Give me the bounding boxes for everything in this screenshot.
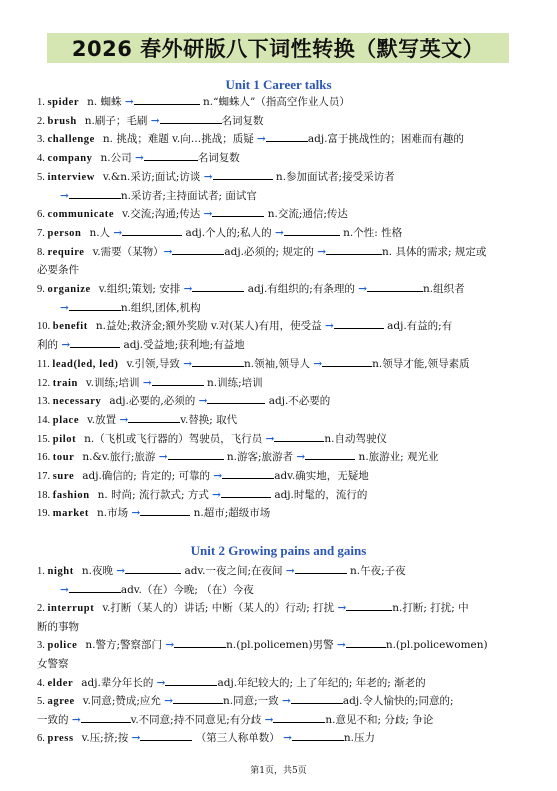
title-banner [47,33,509,63]
arrow-icon: → [60,189,69,202]
answer-blank[interactable] [212,205,264,217]
headword: train [52,377,78,389]
headword: police [47,640,78,652]
arrow-icon: → [296,451,306,464]
definition-text: v.引领,导致 [126,357,184,370]
definition-text: n.组织者 [423,283,465,295]
vocab-entry [37,224,527,243]
answer-blank[interactable] [140,729,192,741]
entry-number: 16. [37,452,53,464]
entry-number: 17. [37,471,53,482]
entry-number: 15. [37,433,53,445]
entry-number: 14. [37,414,53,426]
definition-text: adj.确信的; 肯定的; 可靠的 [82,470,214,482]
arrow-icon: → [358,283,367,295]
answer-blank[interactable] [69,299,121,311]
answer-blank[interactable] [173,692,223,704]
headword: sure [52,471,75,482]
definition-text: n.采访者;主持面试者; 面试官 [120,189,257,202]
answer-blank[interactable] [160,112,222,124]
answer-blank[interactable] [69,187,121,199]
answer-blank[interactable] [207,392,265,404]
definition-text: n.自动驾驶仪 [324,432,388,445]
arrow-icon: → [265,432,275,445]
definition-text: n.压力 [343,732,376,745]
entry-continuation [37,261,527,279]
answer-blank[interactable] [291,692,343,704]
definition-text: v.组织;策划; 安排 [98,283,184,295]
arrow-icon: → [135,152,144,165]
arrow-icon: → [283,732,292,745]
definition-text: n.参加面试者;接受采访者 [272,170,395,183]
definition-text: v.同意;赞成;应允 [82,695,165,708]
answer-blank[interactable] [125,562,181,574]
answer-blank[interactable] [81,711,131,723]
answer-blank[interactable] [346,636,386,648]
answer-blank[interactable] [192,355,244,367]
headword: company [47,153,93,165]
entry-continuation [37,336,527,354]
vocab-entry [37,317,527,336]
entry-continuation [60,299,550,317]
headword: pilot [52,433,77,445]
definition-text: n.公司 [100,152,135,165]
answer-blank[interactable] [273,711,325,723]
definition-text: n. 时尚; 流行款式; 方式 [97,488,213,501]
answer-blank[interactable] [274,430,324,442]
definition-text: adj.有组织的;有条理的 [244,283,359,295]
entry-continuation [37,655,527,673]
headword: place [52,414,80,426]
definition-text: n. 蜘蛛 [87,96,125,108]
definition-text: n.&v.旅行;旅游 [82,451,159,464]
definition-text: 必要条件 [37,264,79,277]
page-title: 2026 春外研版八下词性转换（默写英文） [71,37,485,61]
vocab-entry [37,674,527,693]
entry-number: 13. [37,396,53,408]
arrow-icon: → [275,226,284,239]
arrow-icon: → [61,339,71,352]
vocab-entry [37,448,527,467]
vocab-entry [37,205,527,224]
arrow-icon: → [165,639,175,652]
vocab-entry [37,562,527,581]
definition-text: adj.有益的;有 [383,320,453,333]
arrow-icon: → [257,133,266,146]
answer-blank[interactable] [69,581,121,593]
entry-number: 3. [37,134,48,146]
definition-text: adj.必要的,必须的 [109,395,199,408]
answer-blank[interactable] [334,317,384,329]
vocab-entry [37,692,527,711]
definition-text: 名词复数 [221,114,264,127]
answer-blank[interactable] [174,636,226,648]
arrow-icon: → [164,695,174,708]
definition-text: adj.令人愉快的;同意的; [342,695,454,708]
headword: interrupt [47,603,95,615]
headword: interview [47,171,95,183]
definition-text: adj.个人的;私人的 [182,226,275,239]
vocab-entry [37,729,527,748]
definition-text: 利的 [37,339,62,352]
answer-blank[interactable] [222,467,274,479]
arrow-icon: → [337,602,347,615]
definition-text: n.“蜘蛛人”（指高空作业人员） [199,96,350,108]
entry-number: 5. [37,171,48,183]
entry-number: 10. [37,321,53,333]
answer-blank[interactable] [326,243,382,255]
arrow-icon: → [60,583,69,596]
definition-text: n.(pl.policewomen) [385,639,488,652]
definition-text: 一致的 [37,713,72,726]
arrow-icon: → [198,395,208,408]
entry-number: 6. [37,733,48,745]
definition-text: n.（飞机或飞行器的）驾驶员，飞行员 [84,432,266,445]
definition-text: n.打断; 打扰; 中 [392,602,469,615]
headword: night [47,566,74,577]
definition-text: n. 具体的需求; 规定或 [382,245,487,258]
definition-text: n.刷子；毛刷 [84,114,151,127]
definition-text: n.意见不和; 分歧; 争论 [325,713,434,726]
entry-number: 12. [37,377,53,389]
definition-text: n.训练;培训 [203,376,263,389]
definition-text: n.超市;超级市场 [190,507,271,520]
entry-number: 18. [37,489,53,501]
unit1-title: Unit 1 Career talks [225,77,332,92]
vocab-entry [37,392,527,411]
arrow-icon: → [131,732,141,745]
arrow-icon: → [203,208,213,221]
vocab-entry [37,486,527,505]
arrow-icon: → [313,357,323,370]
definition-text: adj.辈分年长的 [81,676,157,689]
entry-number: 4. [37,153,48,165]
headword: press [47,733,74,745]
answer-blank[interactable] [305,448,355,460]
definition-text: n.午夜;子夜 [346,565,406,577]
entry-continuation [37,711,527,729]
definition-text: adv.确实地，无疑地 [274,470,369,482]
answer-blank[interactable] [172,243,224,255]
definition-text: adj.不必要的 [265,395,331,408]
arrow-icon: → [124,96,134,108]
entry-number: 8. [37,246,48,258]
vocab-entry [37,504,527,523]
answer-blank[interactable] [192,280,244,292]
definition-text: n.夜晚 [81,565,117,577]
page-footer: 第1页，共5页 [250,766,307,776]
definition-text: n.人 [89,226,114,239]
answer-blank[interactable] [221,486,271,498]
arrow-icon: → [71,713,81,726]
entry-number: 2. [37,603,48,615]
definition-text: v.压;挤;按 [81,732,132,745]
vocab-entry [37,112,527,131]
headword: market [52,508,90,520]
arrow-icon: → [158,451,168,464]
answer-blank[interactable] [295,562,347,574]
definition-text: v.替换; 取代 [180,413,238,426]
answer-blank[interactable] [128,411,180,423]
arrow-icon: → [183,357,193,370]
headword: communicate [47,209,115,221]
arrow-icon: → [264,713,274,726]
arrow-icon: → [60,301,69,314]
definition-text: v.不同意;持不同意见;有分歧 [130,713,265,726]
answer-blank[interactable] [168,448,224,460]
definition-text: adj.时髦的，流行的 [270,488,368,501]
arrow-icon: → [116,565,126,577]
vocab-entry [37,411,527,430]
vocab-entry [37,168,527,187]
headword: challenge [47,134,95,146]
headword: tour [52,452,75,464]
definition-text: adv.一夜之间;在夜间 [181,565,286,577]
definition-text: v.需要（某物） [92,245,164,258]
entry-continuation [37,618,527,636]
answer-blank[interactable] [140,504,190,516]
entry-number: 5. [37,696,48,708]
definition-text: n.旅游业; 观光业 [355,451,439,464]
headword: spider [47,97,80,108]
entry-number: 9. [37,284,48,295]
vocab-entry [37,280,527,299]
definition-text: n. 挑战；难题 v.向…挑战；质疑 [102,133,258,146]
headword: require [47,246,85,258]
definition-text: 断的事物 [37,620,79,633]
answer-blank[interactable] [165,674,217,686]
entry-number: 1. [37,97,48,108]
definition-text: adj.受益地;获利地;有益地 [120,339,245,352]
vocab-entry [37,355,527,374]
unit2-title: Unit 2 Growing pains and gains [190,543,367,558]
answer-blank[interactable] [284,224,340,236]
arrow-icon: → [131,507,141,520]
vocab-entry [37,374,527,393]
arrow-icon: → [317,245,327,258]
definition-text: n.(pl.policemen)男警 [226,639,337,652]
definition-text: n.游客;旅游者 [223,451,297,464]
entry-number: 7. [37,227,48,239]
definition-text: v.&n.采访;面试;访谈 [102,170,204,183]
arrow-icon: → [156,676,166,689]
definition-text: n.益处;救济金;额外奖励 v.对(某人)有用，使受益 [95,320,325,333]
definition-text: 名词复数 [197,152,240,165]
definition-text: n.领袖,领导人 [244,357,314,370]
entry-continuation [60,581,550,599]
entry-number: 2. [37,115,48,127]
answer-blank[interactable] [144,149,198,161]
definition-text: adj.富于挑战性的；困难而有趣的 [307,133,464,146]
headword: lead(led, led) [52,358,119,370]
headword: person [47,227,82,239]
arrow-icon: → [150,114,160,127]
arrow-icon: → [113,226,123,239]
definition-text: n.交流;通信;传达 [264,208,348,221]
answer-blank[interactable] [70,336,120,348]
headword: elder [47,677,74,689]
arrow-icon: → [212,488,221,501]
headword: organize [47,284,91,295]
definition-text: （第三人称单数） [192,732,284,745]
definition-text: n.领导才能,领导素质 [372,357,470,370]
definition-text: n.市场 [97,507,132,520]
arrow-icon: → [119,413,129,426]
arrow-icon: → [142,376,152,389]
vocab-entry [37,149,527,168]
definition-text: adj.必须的; 规定的 [224,245,318,258]
definition-text: v.交流;沟通;传达 [122,208,204,221]
arrow-icon: → [163,245,173,258]
vocab-entry [37,243,527,262]
vocab-entry [37,430,527,449]
entry-number: 1. [37,566,48,577]
arrow-icon: → [203,170,213,183]
definition-text: n.警方;警察部门 [85,639,166,652]
headword: benefit [52,321,88,333]
definition-text: 女警察 [37,658,69,670]
vocab-entry [37,130,527,149]
headword: necessary [52,396,102,408]
answer-blank[interactable] [266,130,308,142]
arrow-icon: → [285,565,295,577]
definition-text: n.个性: 性格 [339,226,403,239]
definition-text: v.打断（某人的）讲话; 中断（某人的）行动; 打扰 [102,602,338,615]
entry-number: 6. [37,209,48,221]
answer-blank[interactable] [152,374,204,386]
vocab-entry [37,93,527,112]
headword: agree [47,696,75,708]
vocab-entry [37,467,527,486]
definition-text: adv.（在）今晚; （在）今夜 [120,583,254,596]
headword: fashion [52,489,90,501]
definition-text: adj.年纪较大的; 上了年纪的; 年老的; 渐老的 [217,676,426,689]
entry-number: 4. [37,677,48,689]
arrow-icon: → [324,320,334,333]
answer-blank[interactable] [346,599,392,611]
answer-blank[interactable] [322,355,372,367]
answer-blank[interactable] [292,729,344,741]
answer-blank[interactable] [122,224,182,236]
entry-number: 11. [37,358,53,370]
arrow-icon: → [183,283,193,295]
answer-blank[interactable] [367,280,423,292]
arrow-icon: → [213,470,223,482]
entry-number: 3. [37,640,48,652]
headword: brush [47,115,77,127]
definition-text: n.组织,团体,机构 [120,301,201,314]
vocab-entry [37,599,527,618]
definition-text: n.同意;一致 [223,695,283,708]
definition-text: v.放置 [87,413,120,426]
answer-blank[interactable] [213,168,273,180]
entry-number: 19. [37,508,53,520]
arrow-icon: → [337,639,346,652]
entry-continuation [60,187,550,205]
definition-text: v.训练;培训 [85,376,143,389]
vocab-entry [37,636,527,655]
answer-blank[interactable] [134,93,200,105]
arrow-icon: → [282,695,291,708]
